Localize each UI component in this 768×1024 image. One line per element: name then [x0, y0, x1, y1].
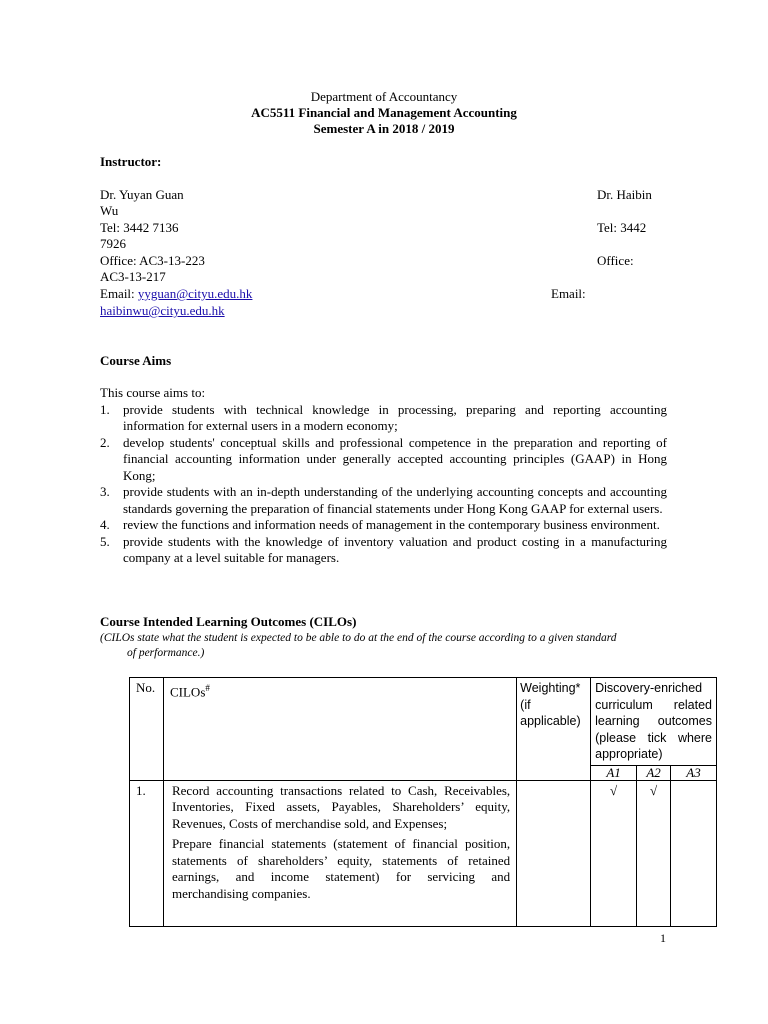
course-aims-intro: This course aims to: — [100, 385, 206, 400]
row-cilo-text-2: Prepare financial statements (statement of financial position, statements of shareholders’ equity, statements of retained earnings, and income statement) for servicing and merchandising companies. — [171, 836, 511, 901]
instructor-1-email-link[interactable]: yyguan@cityu.edu.hk — [137, 286, 253, 301]
header-no: No. — [130, 678, 164, 781]
instructor-2-email-link[interactable]: haibinwu@cityu.edu.hk — [100, 303, 225, 318]
list-item-number: 5. — [100, 533, 110, 549]
instructor-1-name: Dr. Yuyan Guan — [100, 187, 184, 202]
instructor-heading: Instructor: — [100, 154, 162, 169]
list-item-number: 3. — [100, 484, 110, 499]
instructor-1-email-row — [100, 286, 252, 302]
row-cilo-text-1: Record accounting transactions related to Cash, Receivables, Inventories, Fixed assets, Payables, Shareholders’ equity, Revenues, Costs of merchandise sold, and Expenses; — [171, 782, 511, 831]
row-cilo — [163, 780, 516, 926]
row-weighting — [517, 780, 591, 926]
list-item — [100, 484, 667, 517]
page-number: 1 — [660, 931, 666, 945]
header-cilos — [163, 678, 516, 781]
list-item-number: 4. — [100, 517, 110, 532]
row-a1-tick: √ — [591, 780, 637, 926]
row-number: 1. — [130, 780, 164, 926]
course-aims-section — [100, 385, 667, 567]
header-discovery: Discovery-enriched curriculum related learning outcomes (please tick where appropriate) — [591, 678, 717, 766]
instructor-2-email-label: Email: — [551, 286, 586, 301]
department-name: Department of Accountancy — [310, 89, 458, 104]
semester: Semester A in 2018 / 2019 — [313, 121, 455, 136]
list-item-text: develop students' conceptual skills and professional competence in the preparation and reporting of financial accounting information under generally accepted accounting principles (GAAP) in Hong Kong; — [123, 434, 667, 483]
instructor-2-tel-a: Tel: 3442 — [597, 220, 647, 235]
list-item-text: review the functions and information needs of management in the contemporary business environment. — [123, 517, 660, 532]
instructor-2-name-b: Wu — [100, 203, 119, 218]
instructor-2-tel-b: 7926 — [100, 236, 126, 251]
cilos-heading: Course Intended Learning Outcomes (CILOs) — [100, 614, 357, 629]
instructor-1-email-label: Email: — [100, 286, 138, 301]
cilos-note-line-2: of performance.) — [127, 647, 205, 659]
header-a1: A1 — [591, 765, 637, 780]
list-item-text: provide students with the knowledge of inventory valuation and product costing in a manufacturing company at a level suitable for managers. — [123, 533, 667, 565]
list-item-number: 2. — [100, 434, 110, 450]
table-header-row — [130, 678, 717, 766]
row-a3-tick — [671, 780, 717, 926]
header-weighting: Weighting* (if applicable) — [517, 678, 591, 781]
instructor-1-office: Office: AC3-13-223 — [100, 253, 205, 268]
cilos-note-line-1: (CILOs state what the student is expected to be able to do at the end of the course according to a given standard — [100, 632, 617, 644]
row-a2-tick: √ — [637, 780, 671, 926]
header-cilos-label: CILOs — [169, 684, 206, 700]
header-a3: A3 — [671, 765, 717, 780]
list-item-number: 1. — [100, 401, 110, 417]
list-item — [100, 402, 667, 435]
instructor-2-office-b: AC3-13-217 — [100, 269, 166, 284]
list-item — [100, 517, 667, 534]
cilos-table — [129, 677, 717, 927]
list-item-text: provide students with an in-depth understanding of the underlying accounting concepts and accounting standards governing the preparation of financial statements under Hong Kong GAAP for external users. — [123, 484, 667, 516]
instructor-2-name-a: Dr. Haibin — [597, 187, 652, 202]
course-aims-list — [100, 402, 667, 567]
table-row — [130, 780, 717, 926]
course-title: AC5511 Financial and Management Accounting — [251, 105, 517, 120]
list-item-text: provide students with technical knowledge in processing, preparing and reporting accounting information for external users in a modern economy; — [123, 401, 667, 433]
header-a2: A2 — [637, 765, 671, 780]
instructor-1-tel: Tel: 3442 7136 — [100, 220, 179, 235]
instructor-2-office-a: Office: — [597, 253, 634, 268]
list-item — [100, 435, 667, 485]
header-cilos-superscript: # — [205, 683, 210, 693]
list-item — [100, 534, 667, 567]
course-aims-heading: Course Aims — [100, 353, 172, 368]
